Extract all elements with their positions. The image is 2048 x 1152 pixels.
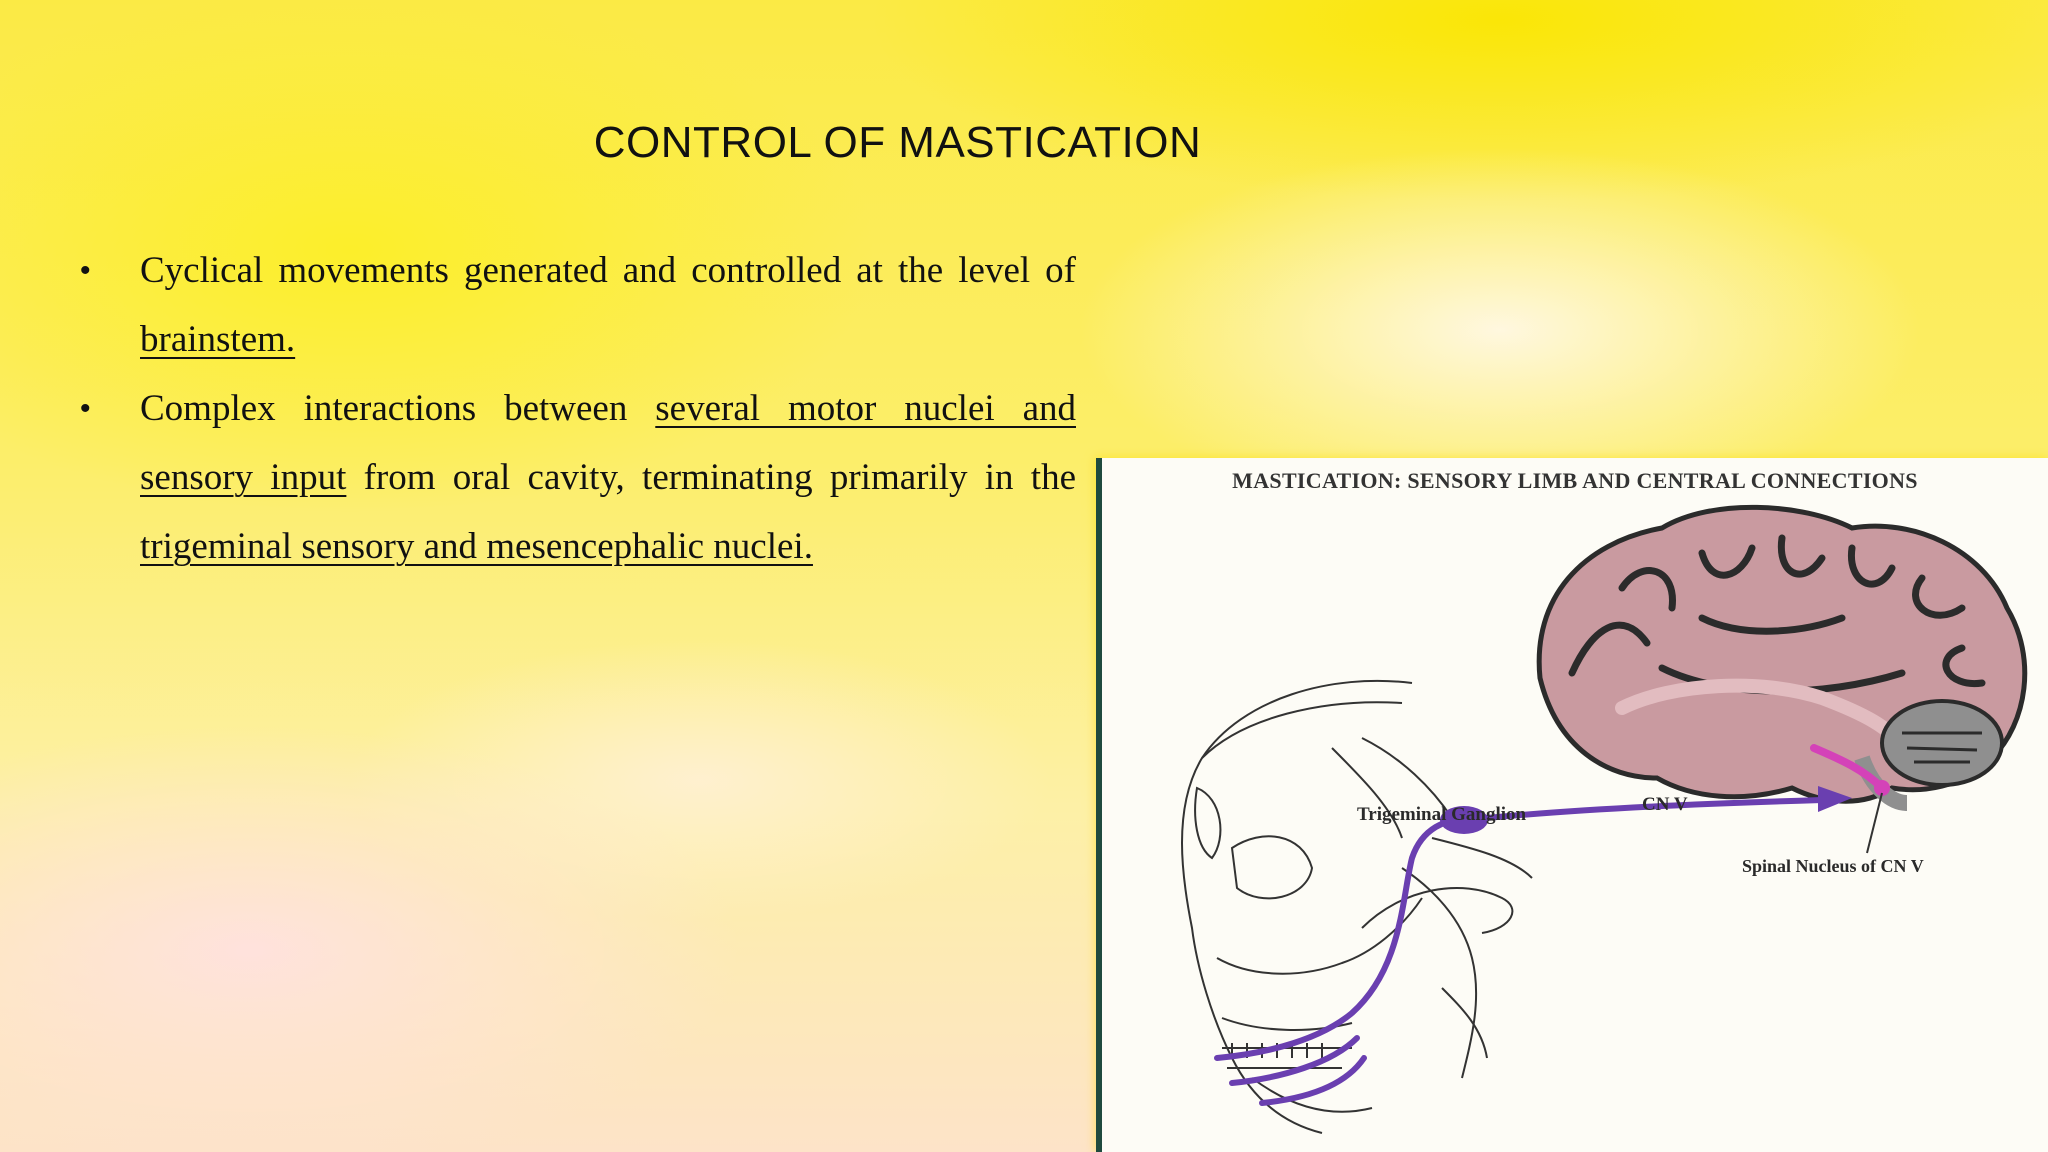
nucleus-pointer xyxy=(1867,793,1882,853)
ganglion-label: Trigeminal Ganglion xyxy=(1357,804,1527,825)
underlined-term: trigeminal sensory and mesencephalic nuclei. xyxy=(140,526,813,567)
mastication-diagram xyxy=(1096,458,2048,1152)
bullet-marker: • xyxy=(80,254,91,287)
slide-title: CONTROL OF MASTICATION xyxy=(593,118,1202,167)
diagram-title: MASTICATION: SENSORY LIMB AND CENTRAL CONNECTIONS xyxy=(1232,468,1918,493)
bullet-text: Complex interactions between xyxy=(140,388,656,429)
nucleus-label: Spinal Nucleus of CN V xyxy=(1742,856,1924,876)
bullet-marker: • xyxy=(80,392,91,425)
brain-illustration xyxy=(1539,507,2025,803)
bullet-list xyxy=(80,236,1076,581)
bullet-text: from oral cavity, terminating primarily in the xyxy=(346,457,1076,498)
underlined-term: brainstem. xyxy=(140,319,296,360)
bullet-text: Cyclical movements generated and controlled at the level of xyxy=(140,250,1076,291)
bullet-item xyxy=(80,374,1076,581)
diagram-illustration xyxy=(1102,458,2048,1152)
nerve-label: CN V xyxy=(1642,794,1688,815)
bullet-item xyxy=(80,236,1076,374)
underlined-term: several motor nuclei and sensory input xyxy=(140,388,1076,498)
